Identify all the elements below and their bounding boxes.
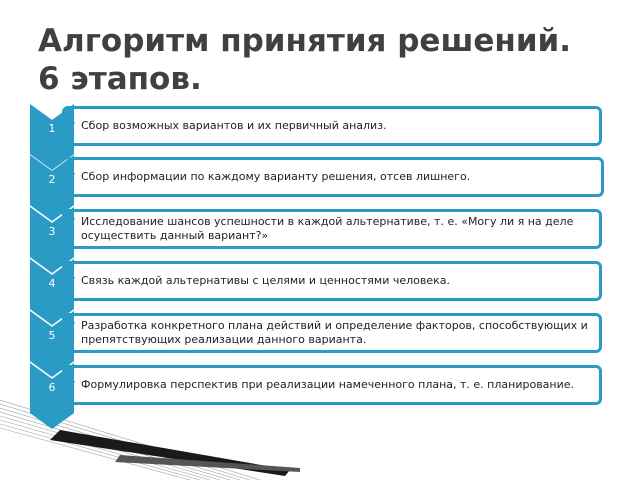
step-2-box	[66, 157, 604, 197]
step-1	[0, 104, 640, 154]
step-4-number: 4	[48, 277, 56, 290]
step-5-text: • Разработка конкретного плана действий и определение факторов, способствующих и препятствующих реализации данного варианта.	[81, 319, 595, 347]
slide-title-line-2: 6 этапов.	[38, 61, 202, 97]
step-4-box	[62, 261, 602, 301]
step-1-text: • Сбор возможных вариантов и их первичный анализ.	[81, 119, 595, 133]
step-1-number: 1	[48, 122, 56, 135]
step-2	[0, 155, 640, 205]
step-3-number: 3	[48, 225, 56, 238]
step-3-text: • Исследование шансов успешности в каждой альтернативе, т. е. «Могу ли я на деле осуществить данный вариант?»	[81, 215, 595, 243]
step-6-text: • Формулировка перспектив при реализации намеченного плана, т. е. планирование.	[81, 378, 595, 392]
step-2-text: • Сбор информации по каждому варианту решения, отсев лишнего.	[81, 170, 597, 184]
step-2-number: 2	[48, 173, 56, 186]
slide-title-line-1: Алгоритм принятия решений.	[38, 23, 572, 59]
step-3	[0, 207, 640, 257]
step-3-box	[62, 209, 602, 249]
step-5	[0, 311, 640, 361]
step-6-box	[62, 365, 602, 405]
step-1-box	[62, 106, 602, 146]
step-6-number: 6	[48, 381, 56, 394]
step-5-box	[62, 313, 602, 353]
step-6	[0, 363, 640, 413]
step-4	[0, 259, 640, 309]
step-5-number: 5	[48, 329, 56, 342]
step-4-text: • Связь каждой альтернативы с целями и ценностями человека.	[81, 274, 595, 288]
